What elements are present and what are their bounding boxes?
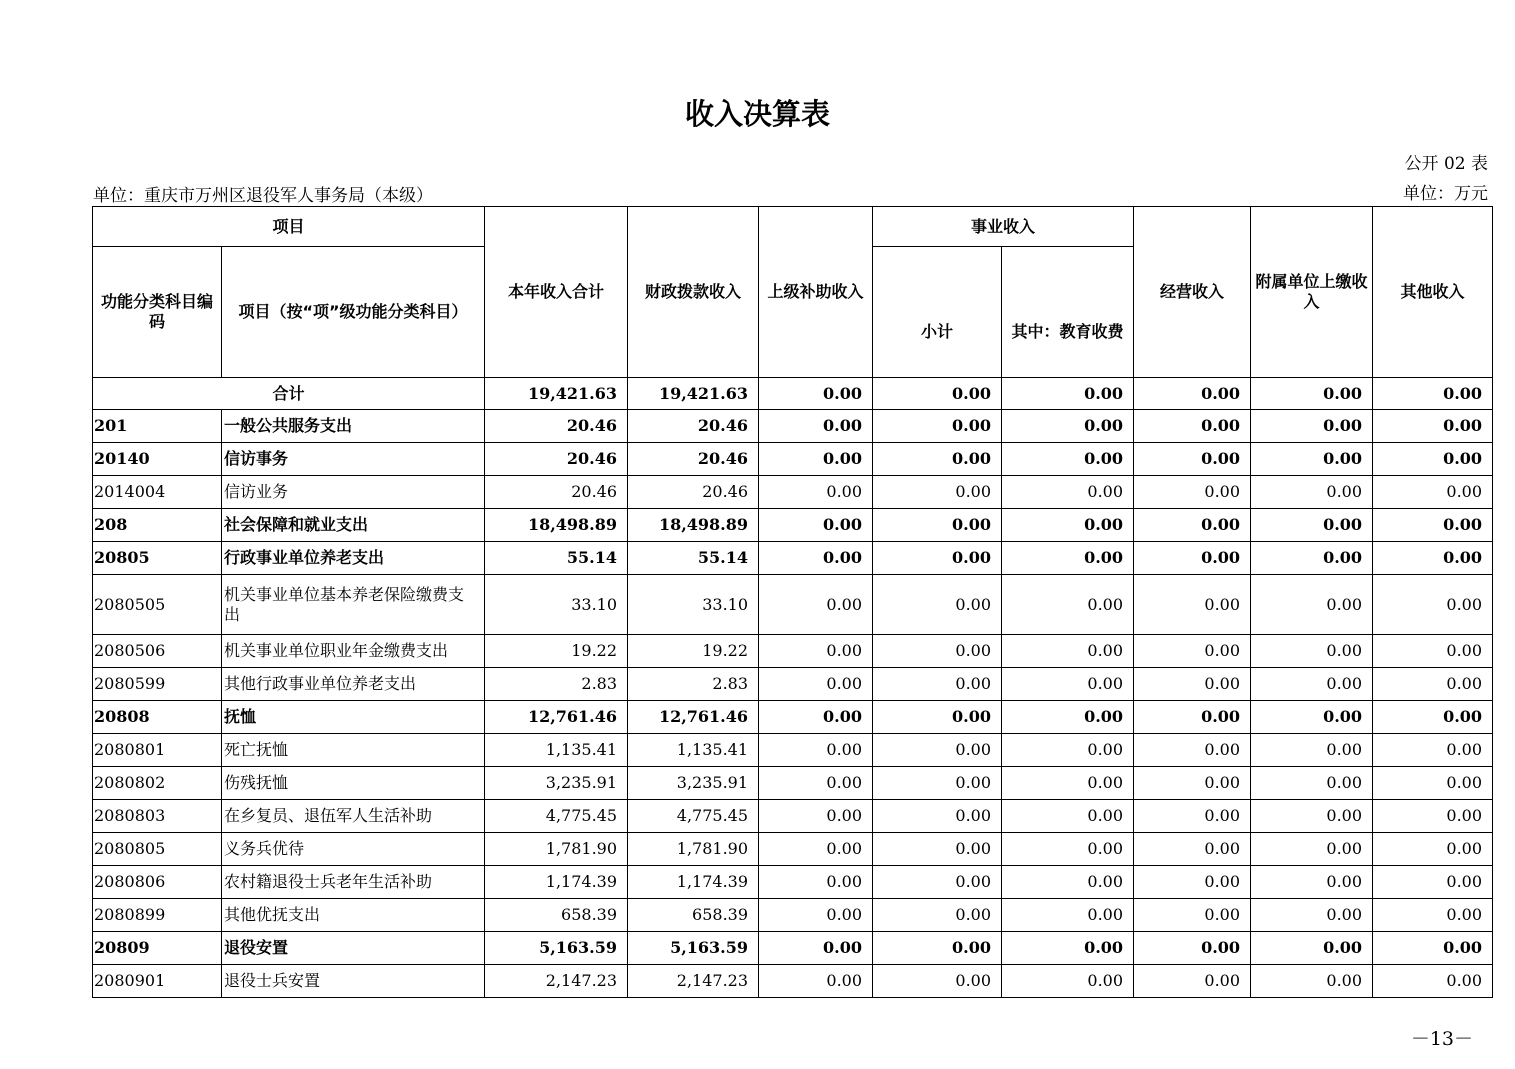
header-affiliated: 附属单位上缴收入 [1251,207,1373,378]
cell-edu: 0.00 [1002,542,1134,575]
form-number: 公开 02 表 [1404,154,1488,174]
cell-subtotal: 0.00 [873,443,1002,476]
total-row [93,378,1493,410]
page-title: 收入决算表 [684,97,830,131]
table-row [93,965,1493,998]
table-row [93,833,1493,866]
cell-total: 2.83 [485,668,628,701]
cell-other: 0.00 [1373,378,1493,410]
cell-subtotal: 0.00 [873,833,1002,866]
table-row [93,734,1493,767]
cell-other: 0.00 [1373,509,1493,542]
cell-fiscal: 20.46 [628,410,759,443]
cell-fiscal: 20.46 [628,476,759,509]
cell-total: 18,498.89 [485,509,628,542]
cell-name: 其他优抚支出 [222,899,485,932]
cell-affiliated: 0.00 [1251,833,1373,866]
cell-other: 0.00 [1373,866,1493,899]
cell-code: 2080806 [93,866,222,899]
cell-subsidy: 0.00 [759,767,873,800]
cell-other: 0.00 [1373,932,1493,965]
cell-other: 0.00 [1373,965,1493,998]
cell-total: 33.10 [485,575,628,635]
cell-subtotal: 0.00 [873,542,1002,575]
table-row [93,635,1493,668]
cell-operating: 0.00 [1134,668,1251,701]
cell-code: 2080802 [93,767,222,800]
header-other: 其他收入 [1373,207,1493,378]
cell-edu: 0.00 [1002,378,1134,410]
cell-total: 1,781.90 [485,833,628,866]
cell-other: 0.00 [1373,542,1493,575]
cell-subtotal: 0.00 [873,509,1002,542]
cell-name: 机关事业单位基本养老保险缴费支出 [222,575,485,635]
cell-fiscal: 1,781.90 [628,833,759,866]
cell-subsidy: 0.00 [759,542,873,575]
cell-subsidy: 0.00 [759,734,873,767]
cell-edu: 0.00 [1002,443,1134,476]
cell-fiscal: 19,421.63 [628,378,759,410]
header-name: 项目（按“项”级功能分类科目） [222,247,485,378]
cell-fiscal: 658.39 [628,899,759,932]
table-row [93,542,1493,575]
table-row [93,410,1493,443]
cell-name: 机关事业单位职业年金缴费支出 [222,635,485,668]
cell-total: 20.46 [485,410,628,443]
cell-name: 其他行政事业单位养老支出 [222,668,485,701]
cell-total: 1,174.39 [485,866,628,899]
cell-other: 0.00 [1373,476,1493,509]
cell-name: 社会保障和就业支出 [222,509,485,542]
header-item-group: 项目 [93,207,485,247]
cell-subtotal: 0.00 [873,476,1002,509]
cell-name: 抚恤 [222,701,485,734]
table-row [93,932,1493,965]
cell-fiscal: 55.14 [628,542,759,575]
cell-total: 5,163.59 [485,932,628,965]
cell-fiscal: 4,775.45 [628,800,759,833]
cell-operating: 0.00 [1134,410,1251,443]
cell-affiliated: 0.00 [1251,701,1373,734]
cell-name: 在乡复员、退伍军人生活补助 [222,800,485,833]
cell-operating: 0.00 [1134,701,1251,734]
cell-operating: 0.00 [1134,542,1251,575]
cell-fiscal: 2,147.23 [628,965,759,998]
header-edu: 其中：教育收费 [1002,247,1134,378]
cell-fiscal: 1,174.39 [628,866,759,899]
cell-fiscal: 5,163.59 [628,932,759,965]
cell-affiliated: 0.00 [1251,866,1373,899]
cell-fiscal: 33.10 [628,575,759,635]
cell-fiscal: 3,235.91 [628,767,759,800]
cell-code: 2080506 [93,635,222,668]
header-fiscal: 财政拨款收入 [628,207,759,378]
cell-subsidy: 0.00 [759,509,873,542]
cell-edu: 0.00 [1002,833,1134,866]
cell-code: 208 [93,509,222,542]
cell-subtotal: 0.00 [873,800,1002,833]
cell-total: 20.46 [485,443,628,476]
cell-name: 一般公共服务支出 [222,410,485,443]
cell-affiliated: 0.00 [1251,767,1373,800]
cell-operating: 0.00 [1134,575,1251,635]
cell-operating: 0.00 [1134,443,1251,476]
cell-edu: 0.00 [1002,635,1134,668]
cell-subsidy: 0.00 [759,899,873,932]
page-number: －13－ [1410,1028,1473,1050]
cell-fiscal: 18,498.89 [628,509,759,542]
cell-operating: 0.00 [1134,965,1251,998]
table-row [93,575,1493,635]
cell-edu: 0.00 [1002,866,1134,899]
cell-subtotal: 0.00 [873,410,1002,443]
cell-subtotal: 0.00 [873,932,1002,965]
cell-subtotal: 0.00 [873,575,1002,635]
cell-other: 0.00 [1373,575,1493,635]
currency-unit: 单位：万元 [1403,184,1488,204]
table-row [93,476,1493,509]
cell-name: 伤残抚恤 [222,767,485,800]
cell-operating: 0.00 [1134,866,1251,899]
cell-operating: 0.00 [1134,734,1251,767]
cell-code: 2080801 [93,734,222,767]
header-subsidy: 上级补助收入 [759,207,873,378]
cell-operating: 0.00 [1134,899,1251,932]
header-business-group: 事业收入 [873,207,1134,247]
cell-fiscal: 2.83 [628,668,759,701]
cell-name: 信访业务 [222,476,485,509]
cell-affiliated: 0.00 [1251,443,1373,476]
cell-other: 0.00 [1373,734,1493,767]
cell-fiscal: 20.46 [628,443,759,476]
cell-subsidy: 0.00 [759,932,873,965]
table-body [93,410,1493,998]
reporting-unit: 单位：重庆市万州区退役军人事务局（本级） [93,186,433,206]
cell-fiscal: 19.22 [628,635,759,668]
cell-edu: 0.00 [1002,767,1134,800]
cell-name: 农村籍退役士兵老年生活补助 [222,866,485,899]
header-operating: 经营收入 [1134,207,1251,378]
cell-operating: 0.00 [1134,767,1251,800]
table-row [93,767,1493,800]
cell-subtotal: 0.00 [873,734,1002,767]
cell-name: 退役士兵安置 [222,965,485,998]
cell-subsidy: 0.00 [759,866,873,899]
cell-fiscal: 1,135.41 [628,734,759,767]
cell-total: 2,147.23 [485,965,628,998]
cell-total: 1,135.41 [485,734,628,767]
cell-fiscal: 12,761.46 [628,701,759,734]
cell-subsidy: 0.00 [759,701,873,734]
cell-code: 20808 [93,701,222,734]
cell-subsidy: 0.00 [759,833,873,866]
cell-affiliated: 0.00 [1251,575,1373,635]
cell-subsidy: 0.00 [759,800,873,833]
cell-operating: 0.00 [1134,800,1251,833]
cell-subsidy: 0.00 [759,668,873,701]
cell-affiliated: 0.00 [1251,899,1373,932]
table-row [93,509,1493,542]
table-row [93,800,1493,833]
cell-subsidy: 0.00 [759,635,873,668]
cell-other: 0.00 [1373,767,1493,800]
cell-affiliated: 0.00 [1251,509,1373,542]
cell-edu: 0.00 [1002,932,1134,965]
cell-other: 0.00 [1373,701,1493,734]
cell-edu: 0.00 [1002,668,1134,701]
cell-operating: 0.00 [1134,476,1251,509]
cell-other: 0.00 [1373,800,1493,833]
cell-total: 3,235.91 [485,767,628,800]
cell-subtotal: 0.00 [873,378,1002,410]
cell-subsidy: 0.00 [759,575,873,635]
cell-affiliated: 0.00 [1251,800,1373,833]
cell-code: 20809 [93,932,222,965]
cell-edu: 0.00 [1002,476,1134,509]
cell-subsidy: 0.00 [759,476,873,509]
cell-name: 行政事业单位养老支出 [222,542,485,575]
cell-other: 0.00 [1373,410,1493,443]
cell-affiliated: 0.00 [1251,734,1373,767]
cell-code: 2014004 [93,476,222,509]
cell-operating: 0.00 [1134,833,1251,866]
cell-name: 退役安置 [222,932,485,965]
cell-affiliated: 0.00 [1251,932,1373,965]
cell-other: 0.00 [1373,668,1493,701]
cell-total: 55.14 [485,542,628,575]
cell-code: 20140 [93,443,222,476]
cell-total: 19.22 [485,635,628,668]
cell-subtotal: 0.00 [873,866,1002,899]
total-label: 合计 [93,378,485,410]
cell-subtotal: 0.00 [873,635,1002,668]
cell-edu: 0.00 [1002,509,1134,542]
income-table [92,206,1493,998]
cell-total: 12,761.46 [485,701,628,734]
cell-subtotal: 0.00 [873,965,1002,998]
cell-subsidy: 0.00 [759,378,873,410]
cell-edu: 0.00 [1002,410,1134,443]
cell-subsidy: 0.00 [759,443,873,476]
cell-code: 201 [93,410,222,443]
cell-affiliated: 0.00 [1251,965,1373,998]
cell-edu: 0.00 [1002,701,1134,734]
cell-operating: 0.00 [1134,509,1251,542]
header-code: 功能分类科目编码 [93,247,222,378]
cell-code: 2080803 [93,800,222,833]
cell-code: 2080599 [93,668,222,701]
table-row [93,701,1493,734]
table-row [93,866,1493,899]
cell-other: 0.00 [1373,443,1493,476]
cell-name: 死亡抚恤 [222,734,485,767]
cell-code: 20805 [93,542,222,575]
cell-operating: 0.00 [1134,378,1251,410]
cell-subtotal: 0.00 [873,701,1002,734]
cell-subsidy: 0.00 [759,965,873,998]
cell-name: 义务兵优待 [222,833,485,866]
table-row [93,899,1493,932]
cell-operating: 0.00 [1134,635,1251,668]
header-total: 本年收入合计 [485,207,628,378]
cell-edu: 0.00 [1002,899,1134,932]
cell-affiliated: 0.00 [1251,378,1373,410]
cell-other: 0.00 [1373,635,1493,668]
cell-subtotal: 0.00 [873,899,1002,932]
cell-total: 20.46 [485,476,628,509]
cell-affiliated: 0.00 [1251,410,1373,443]
cell-operating: 0.00 [1134,932,1251,965]
cell-total: 19,421.63 [485,378,628,410]
cell-code: 2080805 [93,833,222,866]
cell-edu: 0.00 [1002,965,1134,998]
cell-affiliated: 0.00 [1251,476,1373,509]
cell-subtotal: 0.00 [873,668,1002,701]
cell-other: 0.00 [1373,833,1493,866]
cell-affiliated: 0.00 [1251,668,1373,701]
cell-name: 信访事务 [222,443,485,476]
table-row [93,443,1493,476]
cell-edu: 0.00 [1002,800,1134,833]
cell-total: 4,775.45 [485,800,628,833]
cell-subtotal: 0.00 [873,767,1002,800]
cell-code: 2080901 [93,965,222,998]
table-row [93,668,1493,701]
cell-subsidy: 0.00 [759,410,873,443]
cell-code: 2080505 [93,575,222,635]
cell-other: 0.00 [1373,899,1493,932]
cell-code: 2080899 [93,899,222,932]
cell-edu: 0.00 [1002,734,1134,767]
cell-edu: 0.00 [1002,575,1134,635]
header-subtotal: 小计 [873,247,1002,378]
cell-total: 658.39 [485,899,628,932]
cell-affiliated: 0.00 [1251,542,1373,575]
cell-affiliated: 0.00 [1251,635,1373,668]
